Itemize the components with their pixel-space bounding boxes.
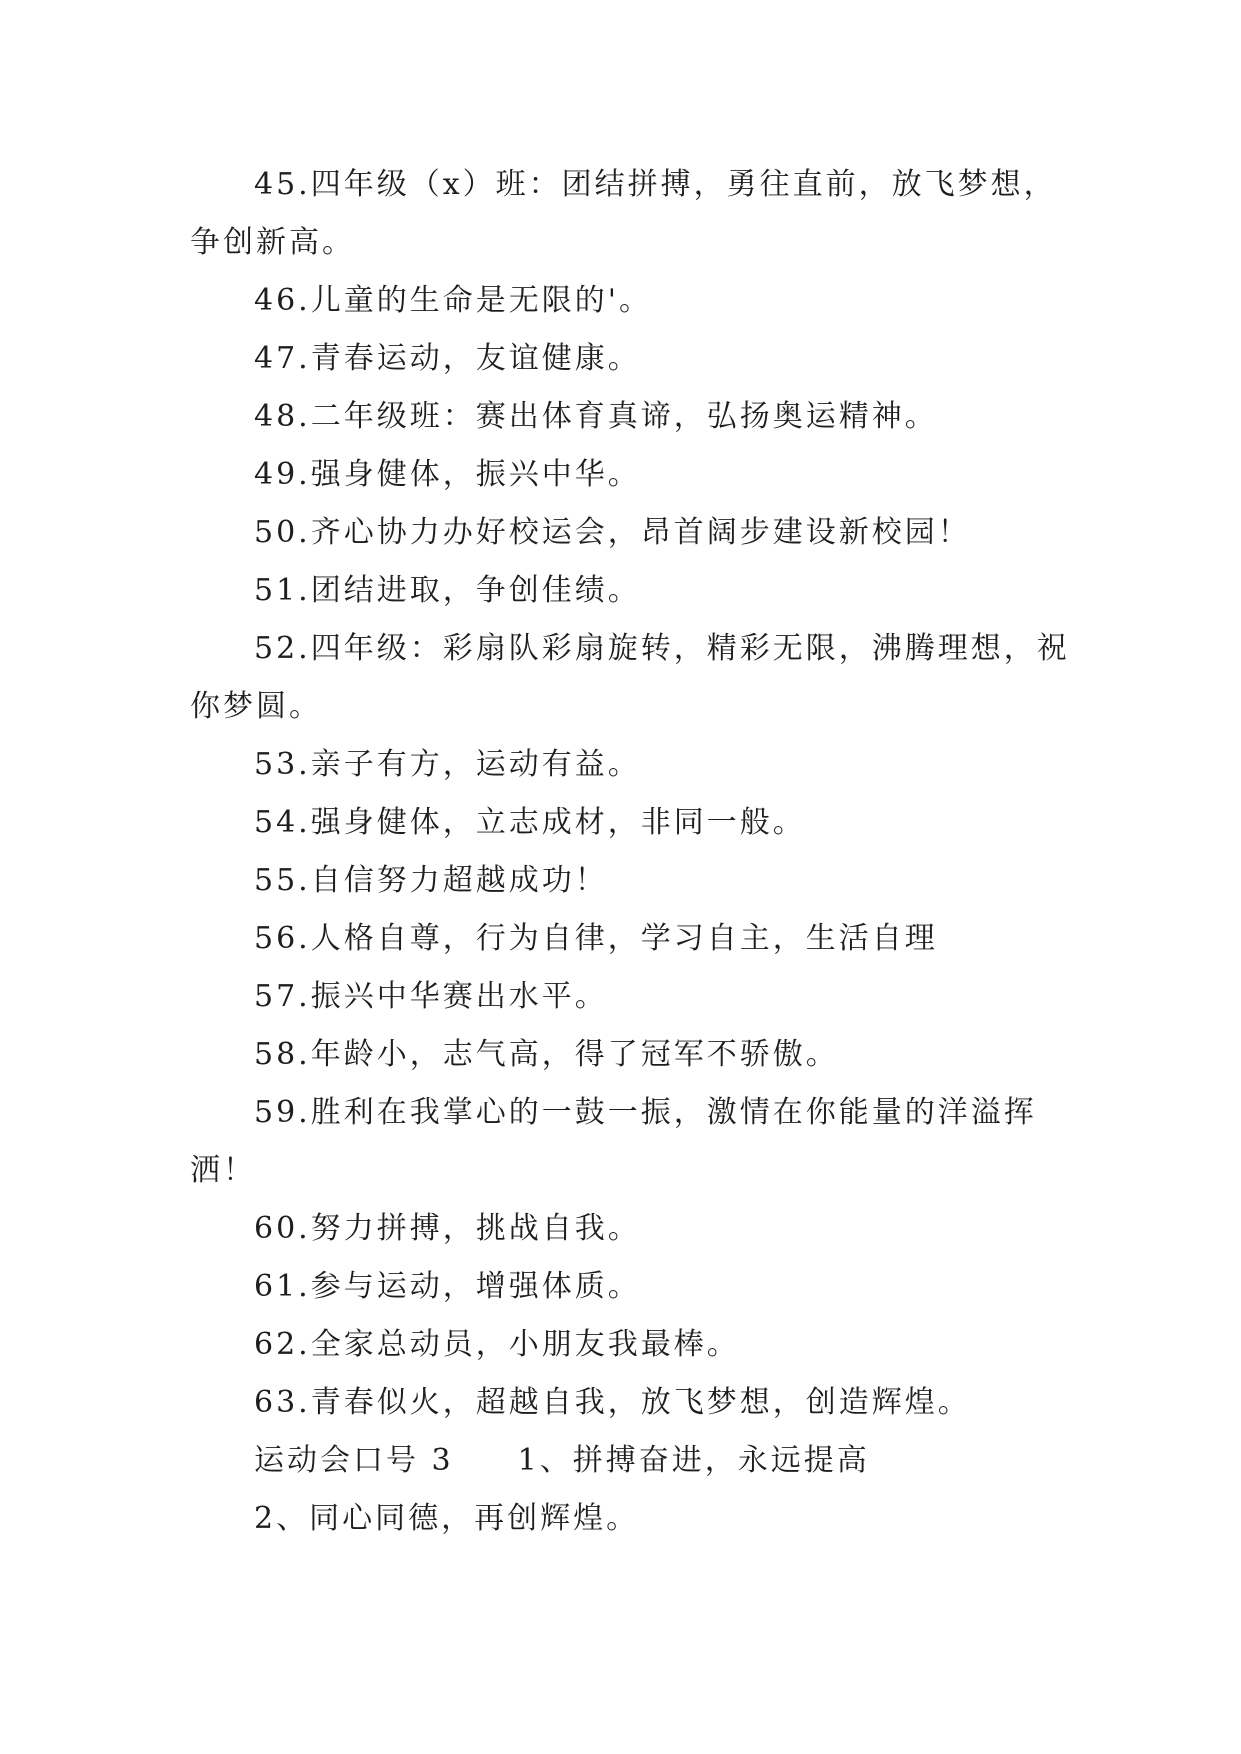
paragraph: 59.胜利在我掌心的一鼓一振，激情在你能量的洋溢挥洒！ xyxy=(190,1095,1037,1188)
paragraph: 58.年龄小，志气高，得了冠军不骄傲。 xyxy=(254,1037,839,1072)
section-heading-line xyxy=(190,1432,1070,1490)
paragraph: 48.二年级班：赛出体育真谛，弘扬奥运精神。 xyxy=(254,399,938,434)
paragraph: 57.振兴中华赛出水平。 xyxy=(254,979,608,1014)
paragraph: 46.儿童的生命是无限的'。 xyxy=(254,283,652,318)
paragraph: 50.齐心协力办好校运会，昂首阔步建设新校园！ xyxy=(254,515,971,550)
paragraph: 2、同心同德，再创辉煌。 xyxy=(254,1501,640,1536)
paragraph: 60.努力拼搏，挑战自我。 xyxy=(254,1211,641,1246)
document-body xyxy=(190,156,1070,1548)
paragraph: 63.青春似火，超越自我，放飞梦想，创造辉煌。 xyxy=(254,1385,971,1420)
paragraph: 45.四年级（x）班：团结拼搏，勇往直前，放飞梦想，争创新高。 xyxy=(190,167,1057,260)
paragraph: 52.四年级：彩扇队彩扇旋转，精彩无限，沸腾理想，祝你梦圆。 xyxy=(190,631,1070,724)
paragraph: 49.强身健体，振兴中华。 xyxy=(254,457,641,492)
section-first-item: 1、拼搏奋进，永远提高 xyxy=(517,1443,870,1478)
paragraph: 55.自信努力超越成功！ xyxy=(254,863,608,898)
section-heading: 运动会口号 3 xyxy=(254,1443,454,1478)
paragraph: 51.团结进取，争创佳绩。 xyxy=(254,573,641,608)
paragraph: 62.全家总动员，小朋友我最棒。 xyxy=(254,1327,740,1362)
paragraph: 61.参与运动，增强体质。 xyxy=(254,1269,641,1304)
paragraph: 56.人格自尊，行为自律，学习自主，生活自理 xyxy=(254,921,938,956)
paragraph: 54.强身健体，立志成材，非同一般。 xyxy=(254,805,806,840)
paragraph: 53.亲子有方，运动有益。 xyxy=(254,747,641,782)
paragraph: 47.青春运动，友谊健康。 xyxy=(254,341,641,376)
